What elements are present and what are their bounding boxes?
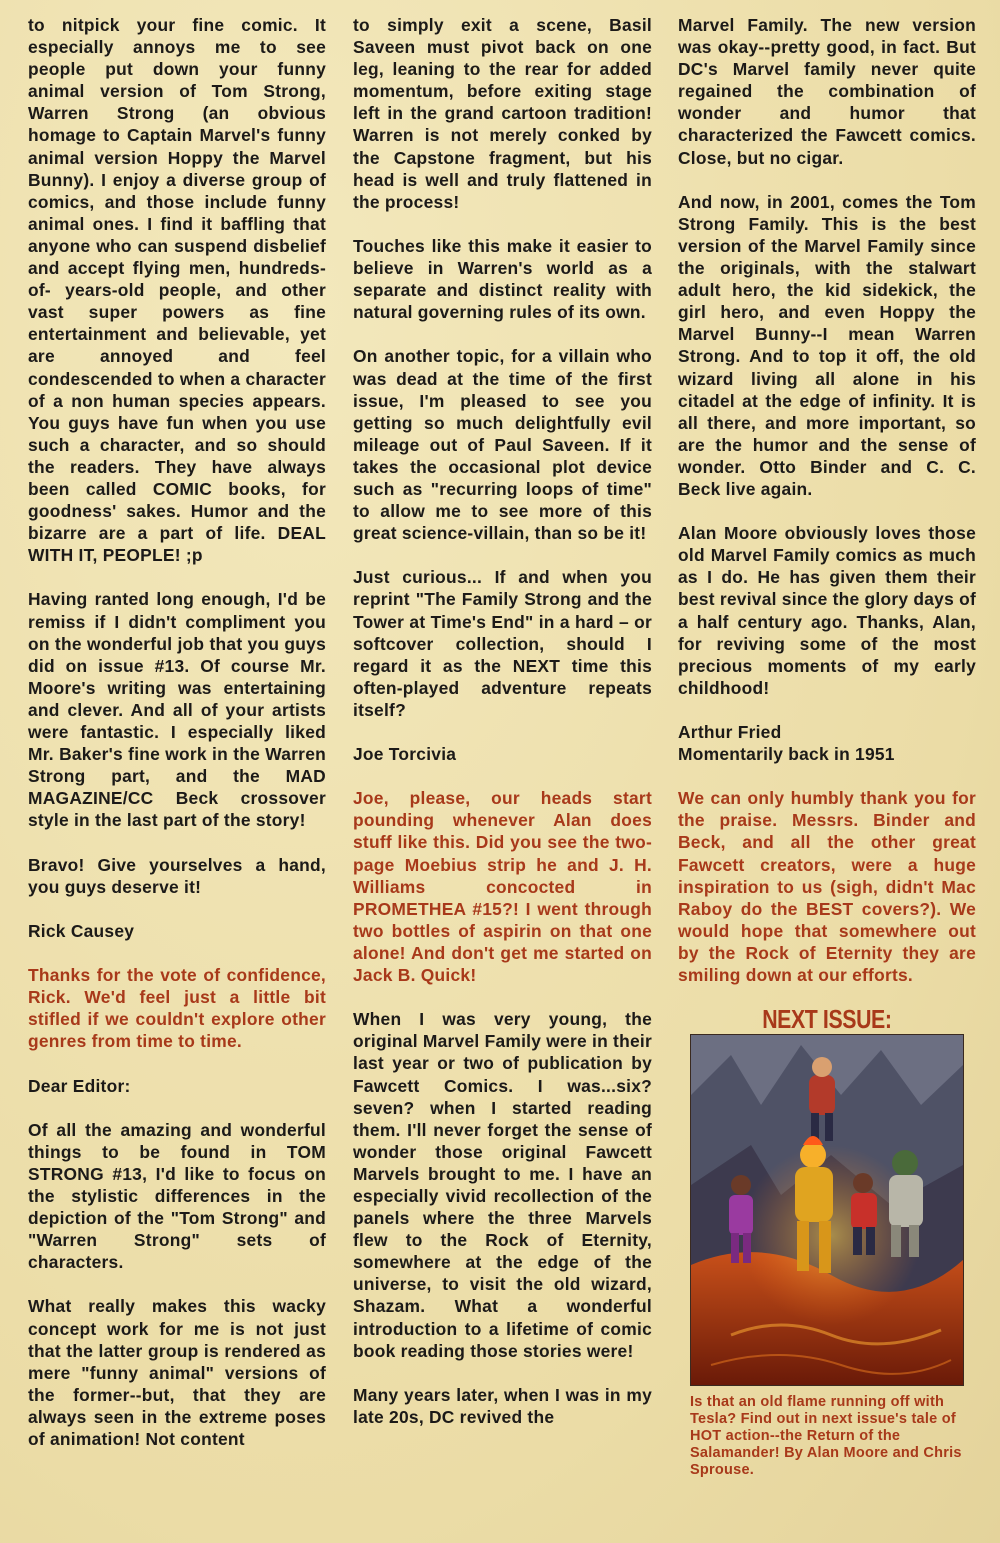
next-issue-illustration bbox=[690, 1034, 964, 1386]
letter-paragraph: On another topic, for a villain who was dead at the time of the first issue, I'm pleased to see you getting so much delightfully evil mileage out of Paul Saveen. If it takes the occasional plot device such as "recurring loops of time" to allow me to see more of this great science-villain, than so be it! bbox=[353, 346, 652, 544]
letter-paragraph: to nitpick your fine comic. It especially annoys me to see people put down your funny animal version of Tom Strong, Warren Strong (an obvious homage to Captain Marvel's funny animal version Hoppy the Marvel Bunny). I enjoy a diverse group of comics, and those include funny animal ones. I find it baffling that anyone who can suspend disbelief and accept flying men, hundreds- of- years-old people, and other vast super powers as fine entertainment and believable, yet are annoyed and feel condescended to when a character of a non human species appears. You guys have fun when you use such a character, and so should the readers. They have always been called COMIC books, for goodness' sakes. Humor and the bizarre are a part of life. DEAL WITH IT, PEOPLE! ;p bbox=[28, 15, 326, 566]
letter-paragraph: Marvel Family. The new version was okay--pretty good, in fact. But DC's Marvel family never quite regained the combination of wonder and humor that characterized the Fawcett comics. Close, but no cigar. bbox=[678, 15, 976, 168]
editor-reply: Joe, please, our heads start pounding whenever Alan does stuff like this. Did you see the two- page Moebius strip he and J. H. Williams concocted in PROMETHEA #15?! I went through two bottles of aspirin on that one alone! And don't get me started on Jack B. Quick! bbox=[353, 788, 652, 986]
letter-signature: Joe Torcivia bbox=[353, 744, 457, 765]
letter-paragraph: What really makes this wacky concept work for me is not just that the latter group is rendered as mere "funny animal" versions of the former--but, that they are always seen in the extreme poses of animation! Not content bbox=[28, 1296, 326, 1449]
letter-signature: Arthur Fried bbox=[678, 722, 782, 742]
letters-column-1 bbox=[28, 14, 326, 1472]
letters-column-2 bbox=[353, 14, 652, 1450]
letter-paragraph: Touches like this make it easier to believe in Warren's world as a separate and distinct reality with natural governing rules of its own. bbox=[353, 235, 652, 323]
letter-signature: Rick Causey bbox=[28, 920, 135, 941]
letter-paragraph: Alan Moore obviously loves those old Marvel Family comics as much as I do. He has given them their best revival since the glory days of a half century ago. Thanks, Alan, for reviving some of the most precious moments of my early childhood! bbox=[678, 523, 976, 698]
letter-signature-note: Momentarily back in 1951 bbox=[678, 744, 895, 765]
editor-reply: Thanks for the vote of confidence, Rick. We'd feel just a little bit stifled if we couldn't explore other genres from time to time. bbox=[28, 965, 326, 1052]
next-issue-box bbox=[678, 1004, 976, 1479]
letter-paragraph: Of all the amazing and wonderful things to be found in TOM STRONG #13, I'd like to focus on the stylistic differences in the depiction of the "Tom Strong" and "Warren Strong" sets of characters. bbox=[28, 1119, 326, 1273]
letter-paragraph: And now, in 2001, comes the Tom Strong Family. This is the best version of the Marvel Family since the originals, with the stalwart adult hero, the kid sidekick, the girl hero, and even Hoppy the Marvel Bunny--I mean Warren Strong. And to top it off, the old wizard living all alone in his citadel at the edge of infinity. It is all there, and more important, so are the humor and the sense of wonder. Otto Binder and C. C. Beck live again. bbox=[678, 191, 976, 499]
letter-paragraph: Many years later, when I was in my late 20s, DC revived the bbox=[353, 1384, 652, 1427]
letters-column-3 bbox=[678, 14, 976, 1479]
next-issue-art bbox=[691, 1035, 963, 1385]
letter-paragraph: Having ranted long enough, I'd be remiss if I didn't compliment you on the wonderful job that you guys did on issue #13. Of course Mr. Moore's writing was entertaining and clever. And all of your artists were fantastic. I especially liked Mr. Baker's fine work in the Warren Strong part, and the MAD MAGAZINE/CC Beck crossover style in the last part of the story! bbox=[28, 589, 326, 831]
letter-paragraph: Bravo! Give yourselves a hand, you guys deserve it! bbox=[28, 854, 326, 897]
letter-paragraph: When I was very young, the original Marvel Family were in their last year or two of publication by Fawcett Comics. I was...six? seven? when I started reading them. I'll never forget the sense of wonder those original Fawcett Marvels brought to me. I have an especially vivid recollection of the panels where the three Marvels flew to the Rock of Eternity, somewhere at the edge of the universe, to visit the old wizard, Shazam. What a wonderful introduction to a lifetime of comic book reading those stories were! bbox=[353, 1009, 652, 1361]
next-issue-title: NEXT ISSUE: bbox=[762, 1004, 892, 1035]
next-issue-caption: Is that an old flame running off with Tesla? Find out in next issue's tale of HOT action--the Return of the Salamander! By Alan Moore and Chris Sprouse. bbox=[690, 1394, 962, 1479]
letter-paragraph: Just curious... If and when you reprint "The Family Strong and the Tower at Time's End" in a hard – or softcover collection, should I regard it as the NEXT time this often-played adventure repeats itself? bbox=[353, 567, 652, 720]
editor-reply: We can only humbly thank you for the praise. Messrs. Binder and Beck, and all the other great Fawcett creators, were a huge inspiration to us (sigh, didn't Mac Raboy do the BEST covers?). We would hope that somewhere out by the Rock of Eternity they are smiling down at our efforts. bbox=[678, 788, 976, 986]
letter-salutation: Dear Editor: bbox=[28, 1075, 131, 1096]
letter-paragraph: to simply exit a scene, Basil Saveen must pivot back on one leg, leaning to the rear for added momentum, before exiting stage left in the grand cartoon tradition! Warren is not merely conked by the Capstone fragment, but his head is well and truly flattened in the process! bbox=[353, 15, 652, 212]
